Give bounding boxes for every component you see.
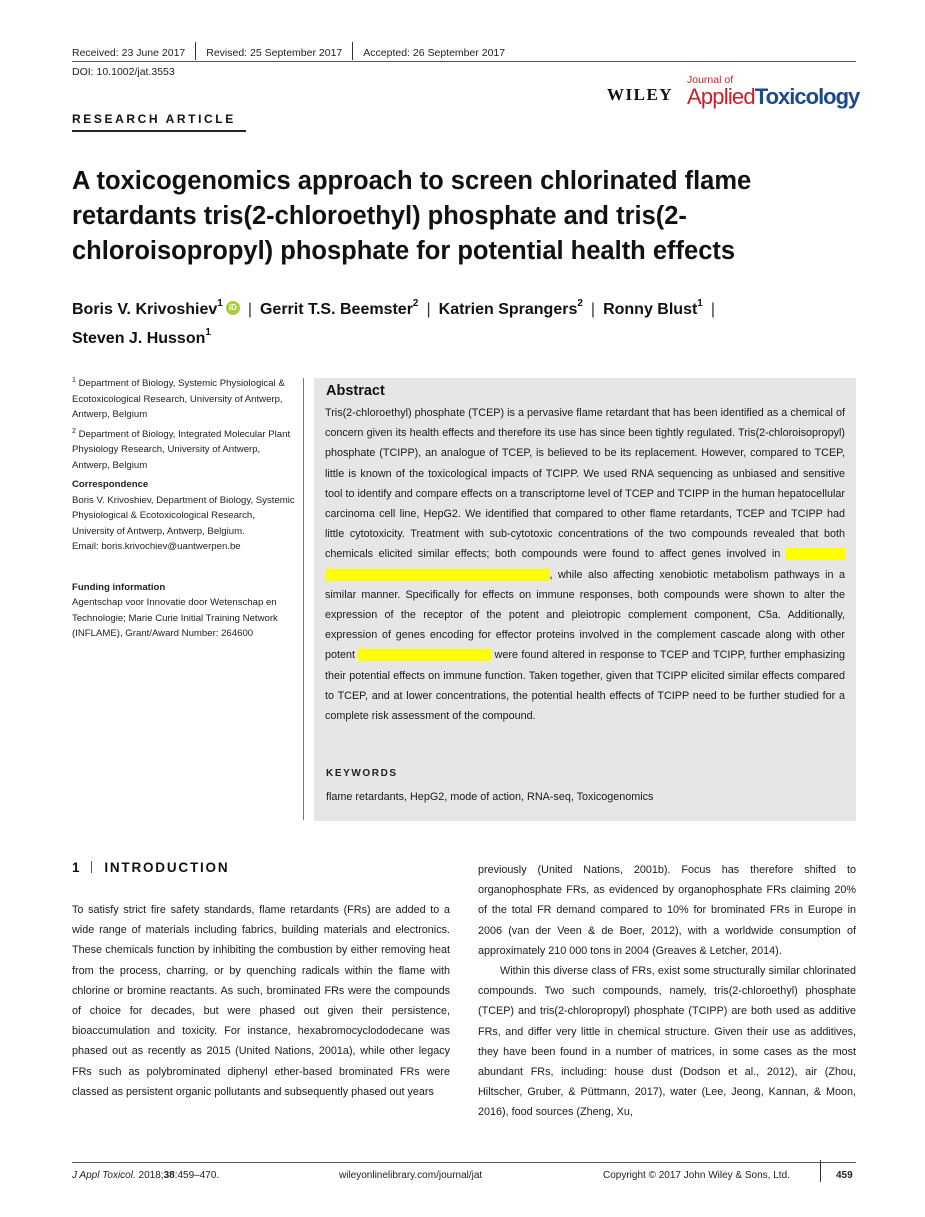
article-title: A toxicogenomics approach to screen chlorinated flame retardants tris(2-chloroethyl) phosphate and tris(2-chloroisopropyl) phosphate for potential health effects <box>72 167 752 265</box>
correspondence-email[interactable]: Email: boris.krivochiev@uantwerpen.be <box>72 541 241 552</box>
paragraph: Within this diverse class of FRs, exist some structurally similar chlorinated compounds. Two such compounds, namely, tris(2-chloroethyl) phosphate (TCEP) and tris(2-chloropropyl) phosphate (TCIPP) are both used as additive FRs, and differ very little in chemical structure. Given their use as additives, they have been found in a number of matrices, in some cases as the most abundant FRs, including: house dust (Dodson et al., 2012), air (Zhou, Hiltscher, Gruber, & Püttmann, 2017), water (Lee, Jeong, Kannan, & Moon, 2016), food sources (Zheng, Xu, <box>478 965 856 1119</box>
correspondence-address: Boris V. Krivoshiev, Department of Biology, Systemic Physiological & Ecotoxicological Research, University of Antwerp, Antwerp, Belgium. <box>72 494 295 537</box>
revised-date: Revised: 25 September 2017 <box>206 46 343 59</box>
abstract-body <box>325 403 845 726</box>
copyright: Copyright © 2017 John Wiley & Sons, Ltd. <box>603 1170 790 1181</box>
affiliation-marker: 1 <box>72 376 76 384</box>
author-separator: | <box>710 301 716 318</box>
highlighted-text: the immune response, cell proliferation and differentiation <box>325 548 845 581</box>
publisher-logo: WILEY <box>607 85 674 104</box>
author-name[interactable]: Katrien Sprangers <box>438 301 578 318</box>
author-name[interactable]: Ronny Blust <box>603 301 698 318</box>
paragraph: To satisfy strict fire safety standards, flame retardants (FRs) are added to a wide range of materials including fabrics, building materials and electronics. These chemicals function by inhibiting the combustion by either removing heat from the process, charring, or by quenching radicals within the flame with chlorine or bromine reactants. As such, brominated FRs were the compounds of choice for decades, but were phased out given their persistence, bioaccumulation and toxicity. For instance, hexabromocyclododecane was phased out as recently as 2015 (United Nations, 2001a), while other legacy FRs such as polybrominated diphenyl ether-based brominated FRs were classed as persistent organic pollutants and subsequently phased out years <box>72 904 450 1098</box>
author-affiliation-marker: 1 <box>697 297 703 309</box>
journal-logo <box>607 74 860 120</box>
keywords-heading: KEYWORDS <box>326 768 398 779</box>
divider <box>352 42 353 60</box>
affiliation-text: Department of Biology, Systemic Physiological & Ecotoxicological Research, University of Antwerp, Antwerp, Belgium <box>72 378 285 420</box>
page-number: 459 <box>836 1170 853 1181</box>
abstract-text-segment: , while also affecting xenobiotic metabolism pathways in a similar manner. Specifically for effects on immune responses, both compounds were shown to alter the expression of the receptor of the potent and pleiotropic complement component, C5a. Additionally, expression of genes encoding for effector proteins involved in the complement cascade along with other potent <box>325 568 845 662</box>
author-affiliation-marker: 1 <box>205 326 211 338</box>
footer-rule <box>72 1162 856 1163</box>
journal-url[interactable]: wileyonlinelibrary.com/journal/jat <box>339 1170 483 1181</box>
footer-divider <box>820 1160 821 1182</box>
paragraph: previously (United Nations, 2001b). Focus has therefore shifted to organophosphate FRs, as evidenced by organophosphate FRs claiming 20% of the total FR demand compared to 10% for brominated FRs in Europe in 2006 (van der Veen & de Boer, 2012), with a worldwide consumption of approximately 210 000 tons in 2004 (Greaves & Letcher, 2014). <box>478 864 856 957</box>
abstract-text-segment: Tris(2-chloroethyl) phosphate (TCEP) is a pervasive flame retardant that has been identified as a chemical of concern given its health effects and therefore its use has since been tightly regulated. Tris(2-chloroisopropyl) phosphate (TCIPP), an analogue of TCEP, is believed to be its replacement. However, compared to TCEP, little is known of the toxicological impacts of TCIPP. We used RNA sequencing as unbiased and sensitive tool to identify and compare effects on a transcriptome level of TCEP and TCIPP in the human hepatocellular carcinoma cell line, HepG2. We identified that compared to other flame retardants, TCEP and TCIPP had little cytotoxicity. Treatment with sub-cytotoxic concentrations of the two compounds revealed that both chemicals elicited similar effects; both compounds were found to affect genes involved in <box>325 407 845 561</box>
page-range: :459–470. <box>174 1170 220 1181</box>
author-affiliation-marker: 2 <box>412 297 419 309</box>
author-separator: | <box>247 301 252 318</box>
journal-abbreviation: J Appl Toxicol. <box>72 1170 136 1181</box>
section-heading-introduction <box>72 860 229 875</box>
doi[interactable]: DOI: 10.1002/jat.3553 <box>72 66 175 78</box>
section-title: INTRODUCTION <box>104 860 230 875</box>
author-affiliation-marker: 2 <box>577 297 583 309</box>
journal-name-applied: Applied <box>687 84 755 109</box>
author-name[interactable]: Steven J. Husson <box>72 330 206 347</box>
article-type-rule <box>72 130 246 132</box>
author-name[interactable]: Gerrit T.S. Beemster <box>259 301 413 318</box>
history-dates <box>72 44 505 62</box>
volume: 38 <box>163 1170 175 1181</box>
correspondence-heading: Correspondence <box>72 479 149 490</box>
author-name[interactable]: Boris V. Krivoshiev <box>72 301 218 318</box>
author-separator: | <box>426 301 431 318</box>
funding-text: Agentschap voor Innovatie door Wetenschap en Technologie; Marie Curie Initial Training Network (INFLAME), Grant/Award Number: 264600 <box>72 597 278 639</box>
affiliation-1 <box>72 376 297 423</box>
journal-name <box>687 84 859 110</box>
funding-heading: Funding information <box>72 581 166 593</box>
accepted-date: Accepted: 26 September 2017 <box>363 46 506 59</box>
column-divider <box>303 378 304 820</box>
affiliations-panel <box>72 376 297 646</box>
keywords-list: flame retardants, HepG2, mode of action, RNA-seq, Toxicogenomics <box>326 791 654 803</box>
section-separator <box>91 861 92 873</box>
author-list <box>72 295 832 353</box>
abstract-heading: Abstract <box>326 383 385 399</box>
abstract-text-segment: were found altered in response to TCEP and TCIPP, further emphasizing their potential effects on immune function. Taken together, given that TCIPP elicited similar effects compared to TCEP, and at lower concentrations, the potential health effects of TCIPP need to be further studied for a complete risk assessment of the compound. <box>325 649 845 723</box>
article-type: RESEARCH ARTICLE <box>72 112 236 126</box>
orcid-icon[interactable]: iD <box>226 301 240 315</box>
divider <box>195 42 196 60</box>
header-rule <box>72 61 856 62</box>
affiliation-text: Department of Biology, Integrated Molecular Plant Physiology Research, University of Antwerp, Antwerp, Belgium <box>72 428 291 471</box>
journal-name-toxicology: Toxicology <box>754 84 860 109</box>
affiliation-2 <box>72 427 297 474</box>
body-column-right <box>478 860 856 1123</box>
section-number: 1 <box>72 860 82 875</box>
author-affiliation-marker: 1 <box>217 297 223 309</box>
affiliation-marker: 2 <box>72 427 76 435</box>
body-column-left <box>72 900 450 1102</box>
journal-of-label: Journal of <box>687 74 734 86</box>
author-separator: | <box>590 301 596 318</box>
received-date: Received: 23 June 2017 <box>72 46 186 59</box>
citation-year: 2018; <box>135 1170 164 1181</box>
highlighted-text: immune system modulators <box>358 649 492 662</box>
citation <box>72 1170 219 1181</box>
spacer <box>72 559 297 578</box>
